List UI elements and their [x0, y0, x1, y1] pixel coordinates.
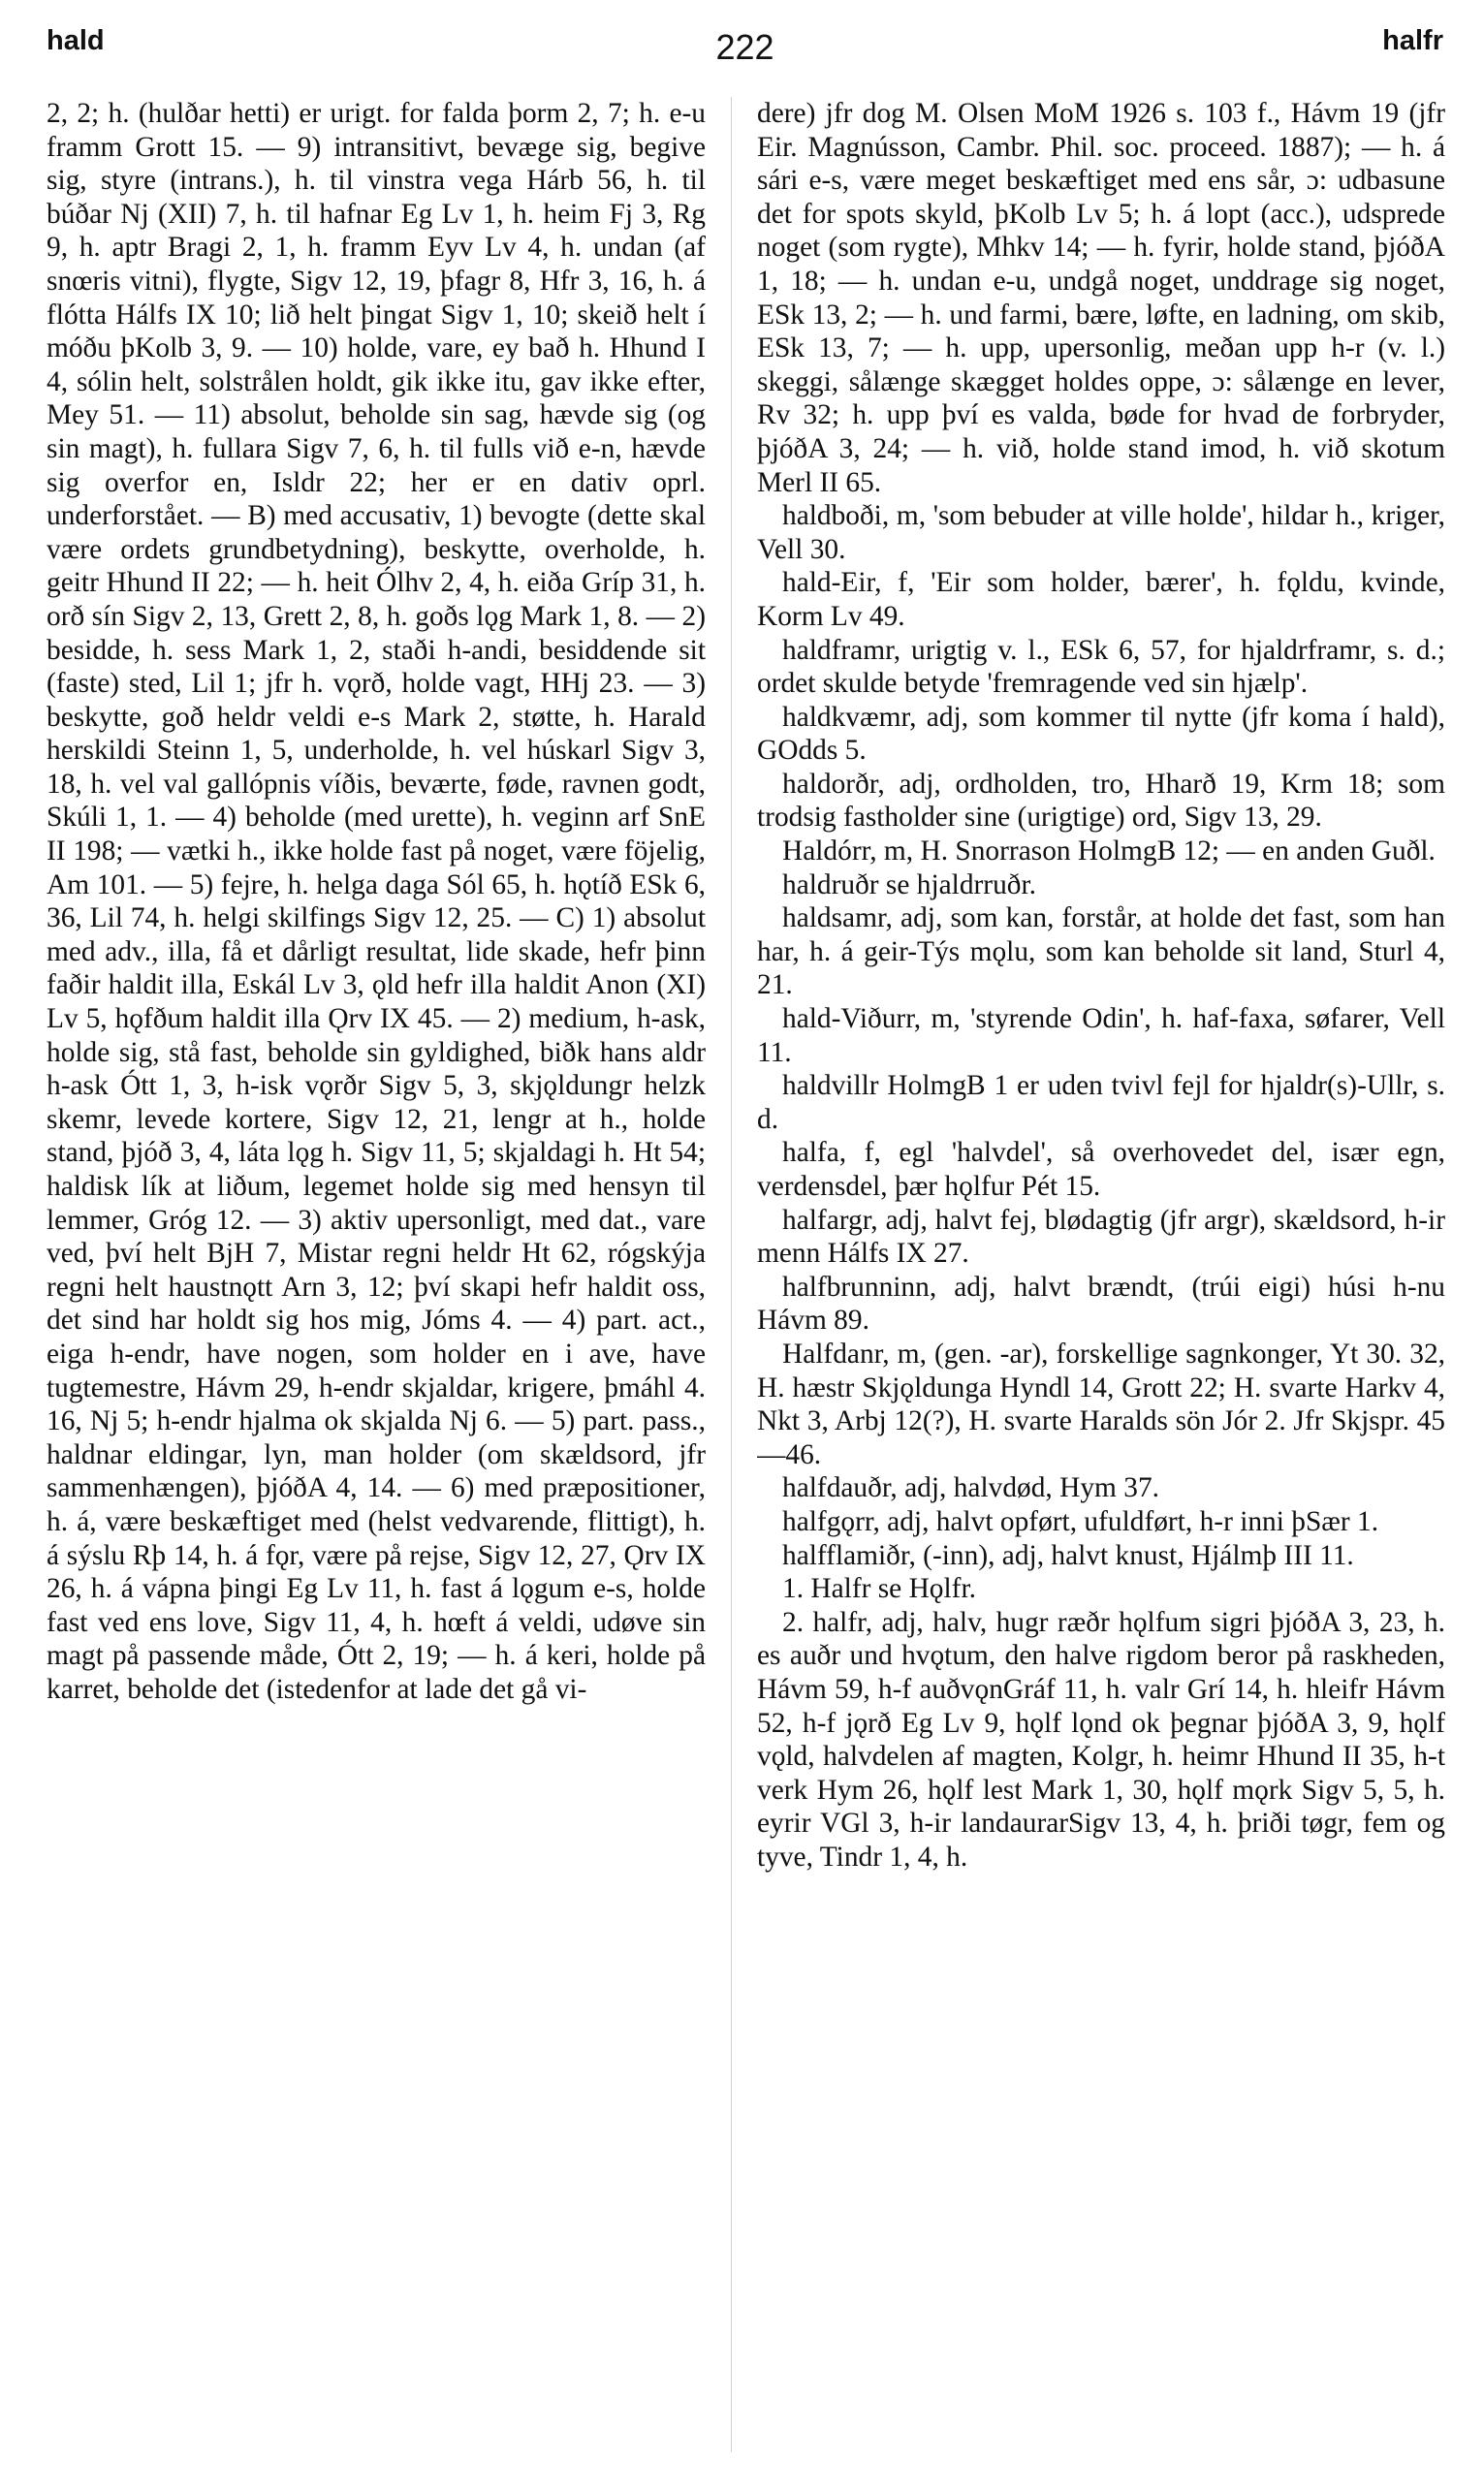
dictionary-entry: haldvillr HolmgB 1 er uden tvivl fejl for hjaldr(s)-Ullr, s. d. — [757, 1070, 1445, 1135]
dictionary-entry: Halfdanr, m, (gen. -ar), forskellige sagnkonger, Yt 30. 32, H. hæstr Skjǫldunga Hyndl 14, Grott 22; H. svarte Harkv 4, Nkt 3, Arbj 12(?), H. svarte Haralds sön Jór 2. Jfr Skjspr. 45—46. — [757, 1338, 1445, 1470]
dictionary-entry: halfa, f, egl 'halvdel', så overhovedet del, især egn, verdensdel, þær hǫlfur Pét 15. — [757, 1137, 1445, 1202]
dictionary-entry: haldsamr, adj, som kan, forstår, at holde det fast, som han har, h. á geir-Týs mǫlu, som kan beholde sit land, Sturl 4, 21. — [757, 902, 1445, 1001]
dictionary-entry: haldkvæmr, adj, som kommer til nytte (jfr koma í hald), GOdds 5. — [757, 701, 1445, 767]
dictionary-entry: halfargr, adj, halvt fej, blødagtig (jfr argr), skældsord, h-ir menn Hálfs IX 27. — [757, 1204, 1445, 1270]
dictionary-entry: hald-Viðurr, m, 'styrende Odin', h. haf-faxa, søfarer, Vell 11. — [757, 1003, 1445, 1068]
dictionary-entry: halfdauðr, adj, halvdød, Hym 37. — [782, 1472, 1159, 1504]
dictionary-entry: halfbrunninn, adj, halvt brændt, (trúi eigi) húsi h-nu Hávm 89. — [757, 1271, 1445, 1337]
dictionary-entry: Haldórr, m, H. Snorrason HolmgB 12; — en anden Guðl. — [782, 835, 1436, 867]
dictionary-entry: 2. halfr, adj, halv, hugr ræðr hǫlfum sigri þjóðA 3, 23, h. es auðr und hvǫtum, den halve rigdom beror på raskheden, Hávm 59, h-f auðvǫnGráf 11, h. valr Grí 14, h. hleifr Hávm 52, h-f jǫrð Eg Lv 9, hǫlf lǫnd ok þegnar þjóðA 3, 9, hǫlf vǫld, halvdelen af magten, Kolgr, h. heimr Hhund II 35, h-t verk Hym 26, hǫlf lest Mark 1, 30, hǫlf mǫrk Sigv 5, 5, h. eyrir VGl 3, h-ir landaurarSigv 13, 4, h. þriði tøgr, fem og tyve, Tindr 1, 4, h. — [757, 1606, 1445, 1873]
dictionary-entry: hald-Eir, f, 'Eir som holder, bærer', h. fǫldu, kvinde, Korm Lv 49. — [757, 567, 1445, 632]
dictionary-entry: haldorðr, adj, ordholden, tro, Hharð 19, Krm 18; som trodsig fastholder sine (urigtige) ord, Sigv 13, 29. — [757, 768, 1445, 834]
dictionary-entry: haldboði, m, 'som bebuder at ville holde', hildar h., kriger, Vell 30. — [757, 500, 1445, 565]
left-column — [47, 97, 706, 2459]
dictionary-entry: dere) jfr dog M. Olsen MoM 1926 s. 103 f., Hávm 19 (jfr Eir. Magnússon, Cambr. Phil. soc. proceed. 1887); — h. á sári e-s, være meget beskæftiget med ens sår, ɔ: udbasune det for spots skyld, þKolb Lv 5; h. á lopt (acc.), udsprede noget (som rygte), Mhkv 14; — h. fyrir, holde stand, þjóðA 1, 18; — h. undan e-u, undgå noget, unddrage sig noget, ESk 13, 2; — h. und farmi, bære, løfte, en ladning, om skib, ESk 13, 7; — h. upp, upersonlig, meðan upp h-r (v. l.) skeggi, sålænge skægget holdes oppe, ɔ: sålænge en lever, Rv 32; h. upp því es valda, bøde for hvad de forbryder, þjóðA 3, 24; — h. við, holde stand imod, h. við skotum Merl II 65. — [757, 98, 1445, 498]
dictionary-entry: halfgǫrr, adj, halvt opført, ufuldført, h-r inni þSær 1. — [782, 1505, 1379, 1537]
left-running-headword: hald — [47, 25, 105, 56]
left-column-text: 2, 2; h. (hulðar hetti) er urigt. for falda þorm 2, 7; h. e-u framm Grott 15. — 9) intransitivt, bevæge sig, begive sig, styre (intrans.), h. til vinstra vega Hárb 56, h. til búðar Nj (XII) 7, h. til hafnar Eg Lv 1, h. heim Fj 3, Rg 9, h. aptr Bragi 2, 1, h. framm Eyv Lv 4, h. undan (af snœris vitni), flygte, Sigv 12, 19, þfagr 8, Hfr 3, 16, h. á flótta Hálfs IX 10; lið helt þingat Sigv 1, 10; skeið helt í móðu þKolb 3, 9. — 10) holde, vare, ey bað h. Hhund I 4, sólin helt, solstrålen holdt, gik ikke itu, gav ikke efter, Mey 51. — 11) absolut, beholde sin sag, hævde sig (og sin magt), h. fullara Sigv 7, 6, h. til fulls við e-n, hævde sig overfor en, Isldr 22; her er en dativ oprl. underforstået. — B) med accusativ, 1) bevogte (dette skal være ordets grundbetydning), beskytte, overholde, h. geitr Hhund II 22; — h. heit Ólhv 2, 4, h. eiða Gríp 31, h. orð sín Sigv 2, 13, Grett 2, 8, h. goðs lǫg Mark 1, 8. — 2) besidde, h. sess Mark 1, 2, staði h-andi, besiddende sit (faste) sted, Lil 1; jfr h. vǫrð, holde vagt, HHj 23. — 3) beskytte, goð heldr veldi e-s Mark 2, støtte, h. Harald herskildi Steinn 1, 5, underholde, h. vel húskarl Sigv 3, 18, h. vel val gallópnis víðis, beværte, føde, ravnen godt, Skúli 1, 1. — 4) beholde (med urette), h. veginn arf SnE II 198; — vætki h., ikke holde fast på noget, være föjelig, Am 101. — 5) fejre, h. helga daga Sól 65, h. hǫtíð ESk 6, 36, Lil 74, h. helgi skilfings Sigv 12, 25. — C) 1) absolut med adv., illa, få et dårligt resultat, lide skade, hefr þinn faðir haldit illa, Eskál Lv 3, ǫld hefr illa haldit Anon (XI) Lv 5, hǫfðum haldit illa Ǫrv IX 45. — 2) medium, h-ask, holde sig, stå fast, beholde sin gyldighed, biðk hans aldr h-ask Ótt 1, 3, h-isk vǫrðr Sigv 5, 3, skjǫldungr helzk skemr, levede kortere, Sigv 12, 21, lengr at h., holde stand, þjóð 3, 4, láta lǫg h. Sigv 11, 5; skjaldagi h. Ht 54; haldisk lík at liðum, legemet holde sig med hensyn til lemmer, Gróg 12. — 3) aktiv upersonligt, med dat., vare ved, því helt BjH 7, Mistar regni heldr Ht 62, rógskýja regni helt haustnǫtt Arn 3, 12; því skapi hefr haldit oss, det sind har holdt sig hos mig, Jóms 4. — 4) part. act., eiga h-endr, have nogen, som holder en i ave, have tugtemestre, Hávm 29, h-endr skjaldar, krigere, þmáhl 4. 16, Nj 5; h-endr hjalma ok skjalda Nj 6. — 5) part. pass., haldnar eldingar, lyn, man holder (om skældsord, jfr sammenhængen), þjóðA 4, 14. — 6) med præpositioner, h. á, være beskæftiget med (helst vedvarende, flittigt), h. á sýslu Rþ 14, h. á fǫr, være på rejse, Sigv 12, 27, Ǫrv IX 26, h. á vápna þingi Eg Lv 11, h. fast á lǫgum e-s, holde fast ved ens love, Sigv 11, 4, h. hœft á veldi, udøve sin magt på passende måde, Ótt 2, 19; — h. á keri, holde på karret, beholde det (istedenfor at lade det gå vi- — [47, 98, 706, 1705]
dictionary-entry: halfflamiðr, (-inn), adj, halvt knust, Hjálmþ III 11. — [782, 1539, 1354, 1571]
column-divider — [731, 97, 732, 2452]
right-column — [757, 97, 1445, 2459]
dictionary-entry: haldframr, urigtig v. l., ESk 6, 57, for hjaldrframr, s. d.; ordet skulde betyde 'fremragende ved sin hjælp'. — [757, 634, 1445, 700]
right-running-headword: halfr — [1382, 25, 1443, 56]
page-header — [47, 21, 1443, 70]
page-number: 222 — [715, 27, 774, 67]
dictionary-entry: haldruðr se hjaldrruðr. — [782, 868, 1036, 900]
dictionary-entry: 1. Halfr se Hǫlfr. — [782, 1573, 976, 1605]
